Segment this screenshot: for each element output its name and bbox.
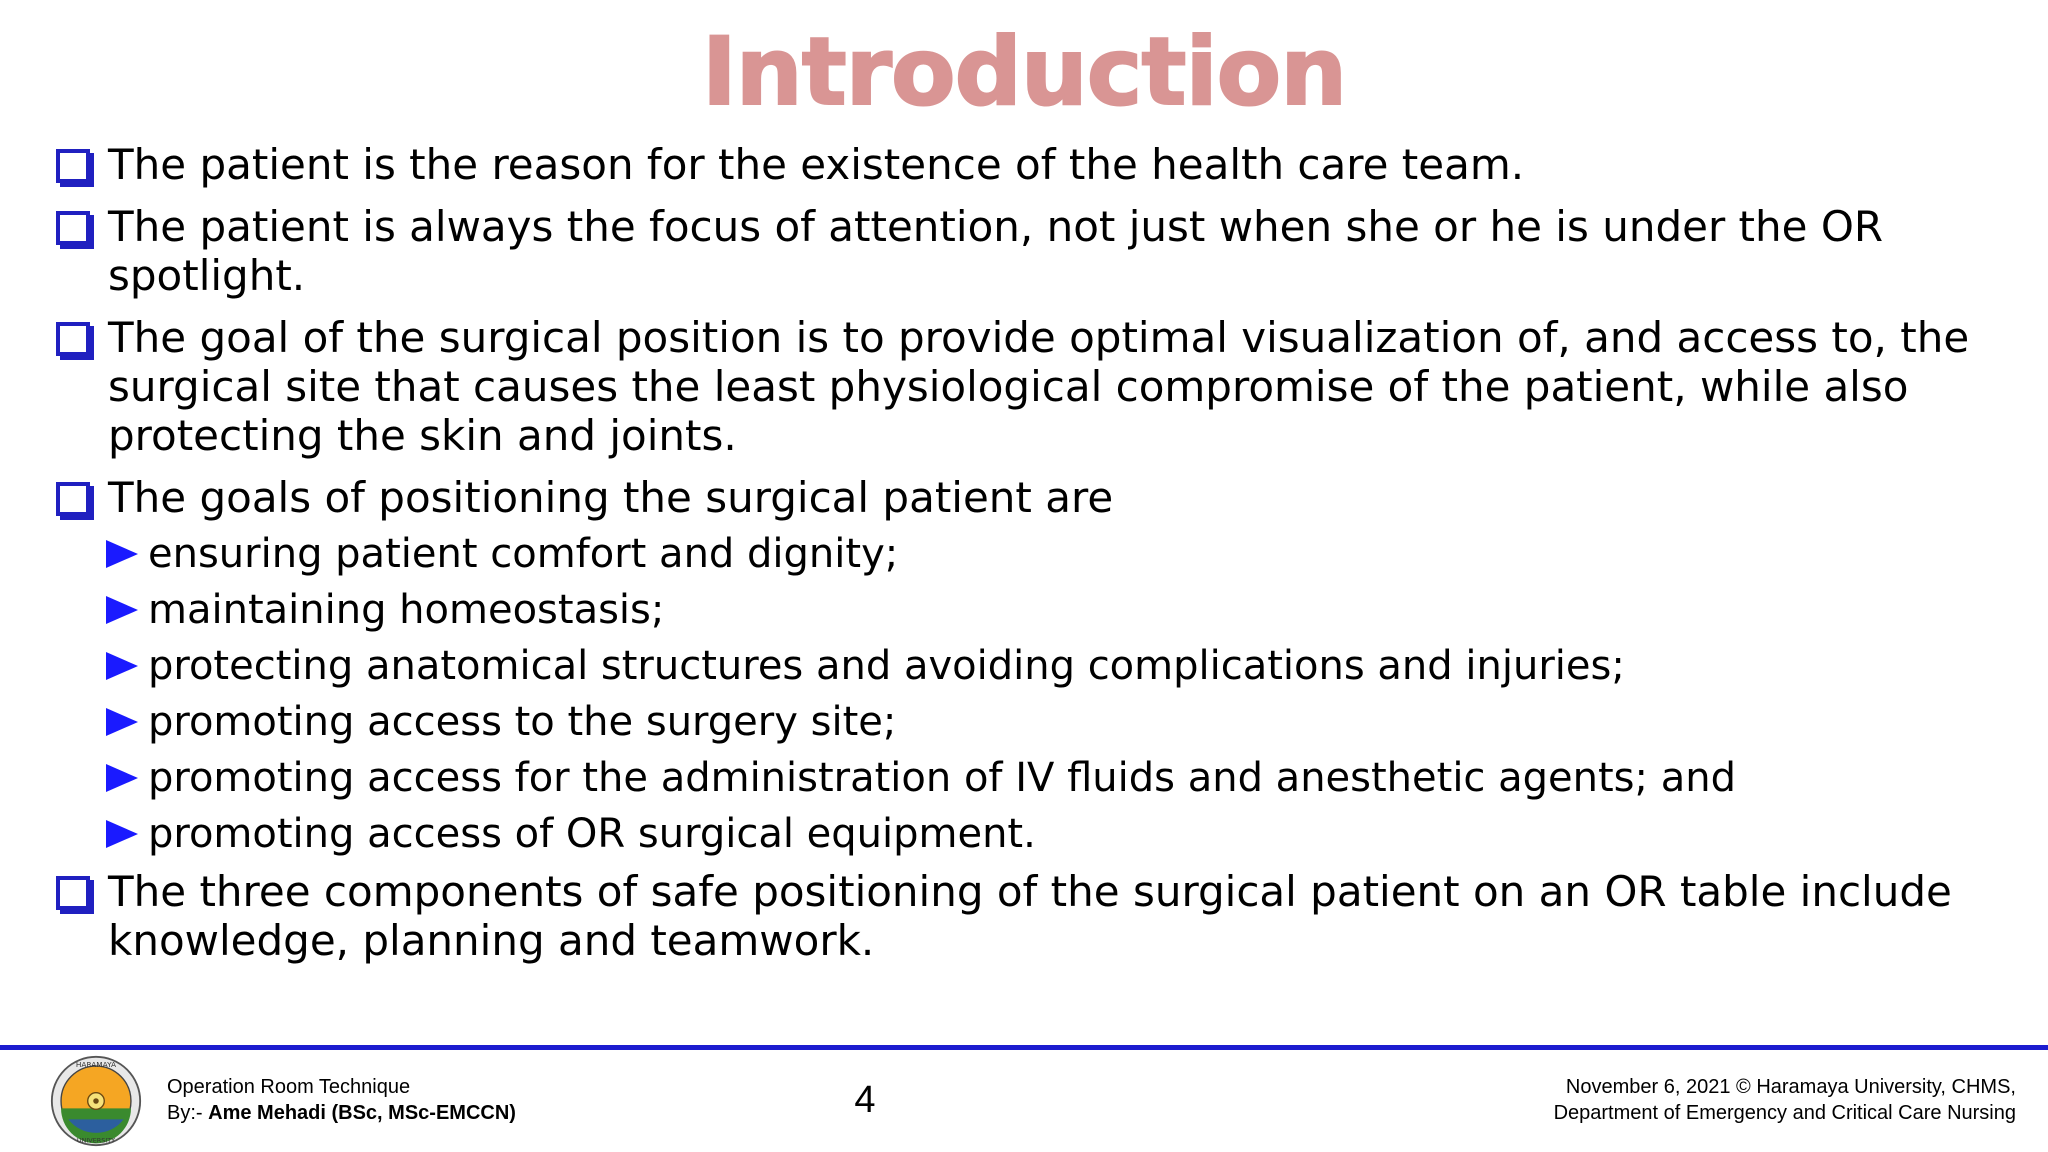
bullet-item: [50, 313, 2010, 460]
bullet-list: [50, 140, 2010, 978]
sub-bullet-text: ensuring patient comfort and dignity;: [148, 531, 899, 577]
sub-bullet-item: [50, 755, 2010, 801]
logo-text-top: HARAMAYA: [75, 1059, 117, 1069]
checkbox-bullet-icon: [56, 322, 90, 356]
sub-bullet-text: promoting access to the surgery site;: [148, 699, 897, 745]
triangle-arrow-icon: [106, 820, 138, 848]
bullet-text: The patient is always the focus of attention, not just when she or he is under the OR spotlight.: [108, 202, 1884, 300]
triangle-arrow-icon: [106, 708, 138, 736]
checkbox-bullet-icon: [56, 211, 90, 245]
author-prefix: By:-: [167, 1102, 209, 1124]
logo-text-bottom: UNIVERSITY: [76, 1136, 116, 1145]
checkbox-bullet-icon: [56, 876, 90, 910]
sub-bullet-list: [50, 531, 2010, 857]
course-name: Operation Room Technique: [167, 1076, 411, 1098]
author-name: Ame Mehadi (BSc, MSc-EMCCN): [208, 1102, 516, 1124]
triangle-arrow-icon: [106, 652, 138, 680]
sub-bullet-item: [50, 643, 2010, 689]
bullet-item: [50, 140, 2010, 189]
slide-title: Introduction: [701, 18, 1347, 127]
date-copyright: November 6, 2021 © Haramaya University, CHMS,: [1565, 1076, 2016, 1098]
sub-bullet-text: promoting access of OR surgical equipment.: [148, 811, 1036, 857]
bullet-text: The three components of safe positioning of the surgical patient on an OR table include knowledge, planning and teamwork.: [108, 867, 1952, 965]
sub-bullet-item: [50, 587, 2010, 633]
university-logo: [50, 1055, 142, 1147]
sub-bullet-item: [50, 811, 2010, 857]
footer-course-info: [167, 1074, 516, 1126]
triangle-arrow-icon: [106, 540, 138, 568]
bullet-item: [50, 473, 2010, 522]
author-line: [167, 1100, 516, 1126]
sub-bullet-text: protecting anatomical structures and avoiding complications and injuries;: [148, 643, 1625, 689]
bullet-text: The goals of positioning the surgical patient are: [108, 473, 1114, 522]
footer-divider: [0, 1045, 2048, 1050]
triangle-arrow-icon: [106, 764, 138, 792]
bullet-item: [50, 202, 2010, 300]
bullet-item: [50, 867, 2010, 965]
page-number: 4: [854, 1079, 876, 1121]
footer-institution-info: [1554, 1074, 2016, 1126]
sub-bullet-text: maintaining homeostasis;: [148, 587, 665, 633]
sub-bullet-item: [50, 699, 2010, 745]
sub-bullet-text: promoting access for the administration of IV fluids and anesthetic agents; and: [148, 755, 1736, 801]
triangle-arrow-icon: [106, 596, 138, 624]
checkbox-bullet-icon: [56, 482, 90, 516]
bullet-text: The goal of the surgical position is to provide optimal visualization of, and access to, the surgical site that causes the least physiological compromise of the patient, while also protecting the skin and joints.: [108, 313, 1970, 460]
bullet-text: The patient is the reason for the existence of the health care team.: [108, 140, 1525, 189]
checkbox-bullet-icon: [56, 149, 90, 183]
sub-bullet-item: [50, 531, 2010, 577]
department: Department of Emergency and Critical Care Nursing: [1553, 1102, 2016, 1124]
